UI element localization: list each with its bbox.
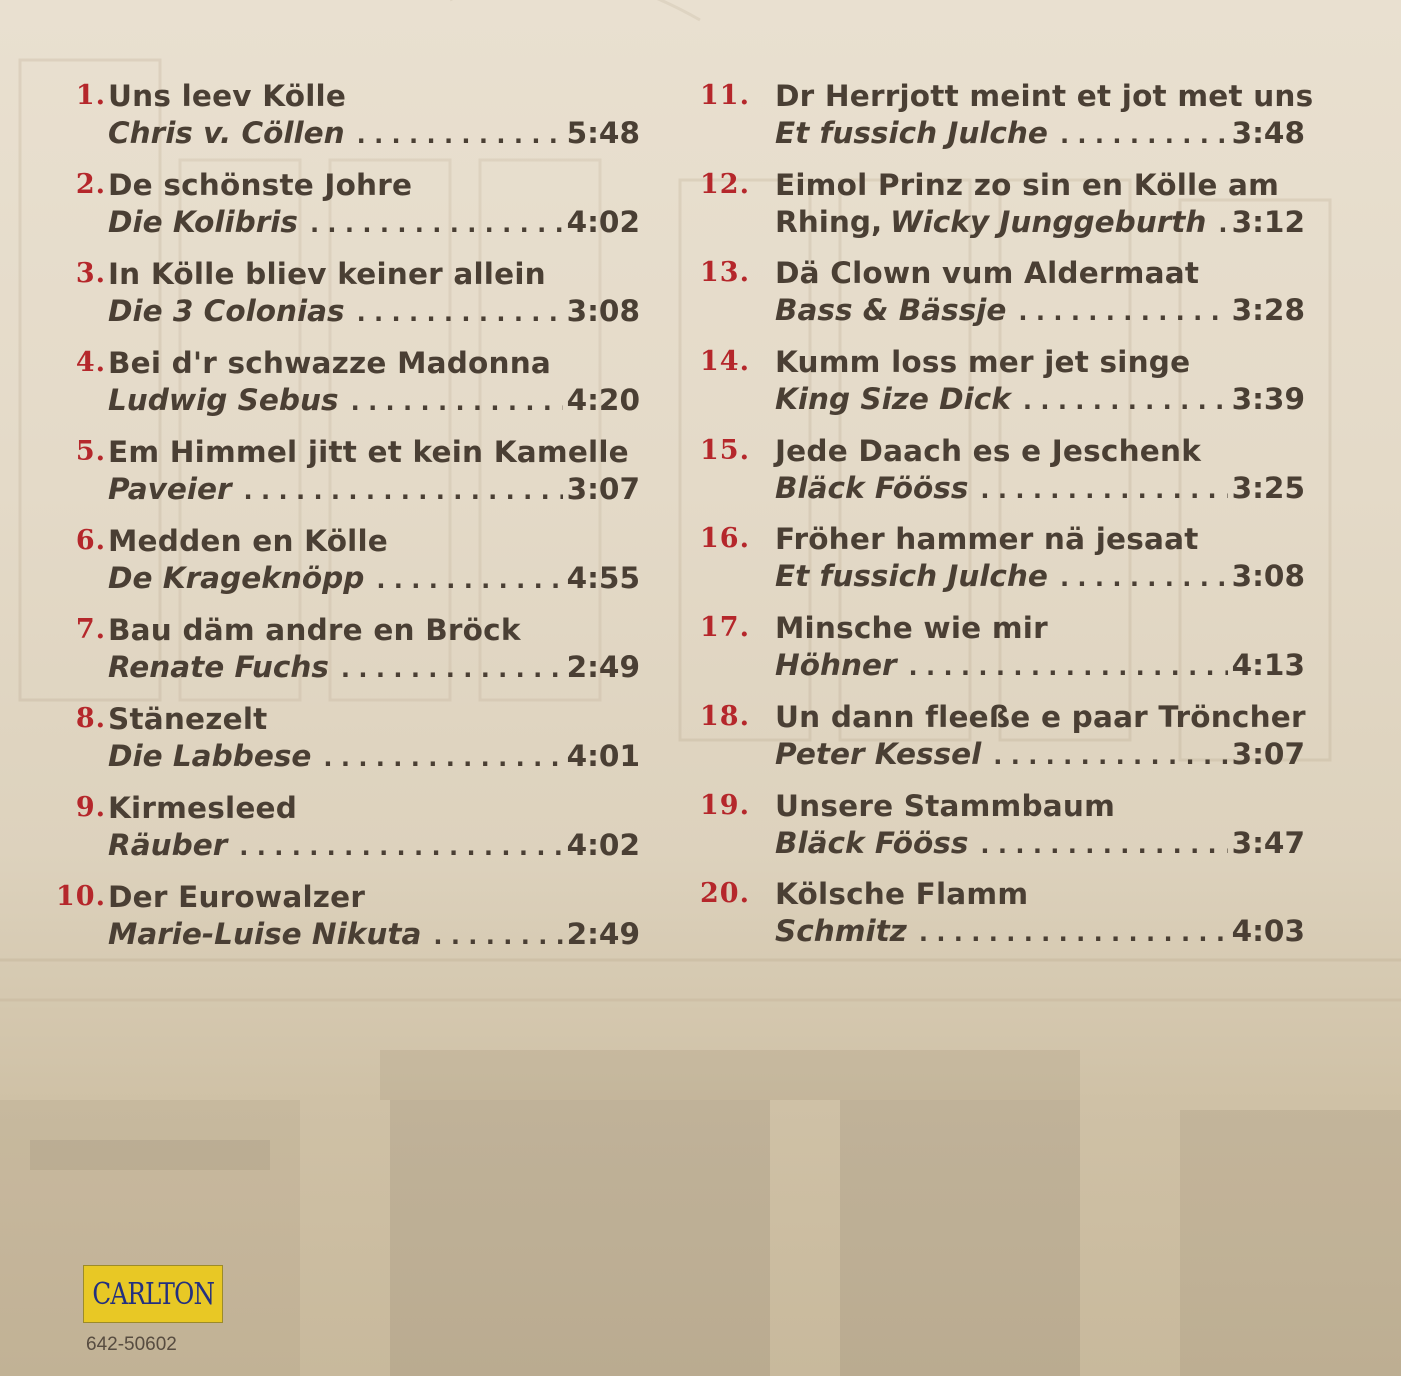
track-row [30,167,650,256]
artist-duration-line [775,291,1305,331]
track-number: 11. [700,80,750,111]
dot-leader [919,914,1228,952]
track-number: 2. [75,169,106,200]
track-title: Minsche wie mir [775,611,1048,646]
track-duration: 4:02 [566,205,640,239]
track-duration: 5:48 [566,116,640,150]
track-number: 16. [700,523,750,555]
track-duration: 3:07 [566,472,640,506]
artist-duration-line [108,826,640,866]
track-duration: 3:25 [1231,470,1305,505]
dot-leader [244,472,563,510]
track-artist: Räuber [108,828,228,862]
track-number: 13. [700,257,750,289]
dot-leader [323,739,562,777]
track-artist: Höhner [775,648,897,683]
track-title: Stänezelt [108,702,268,736]
track-number: 7. [75,614,106,645]
track-duration: 3:48 [1231,116,1305,150]
track-duration: 3:07 [1231,736,1305,771]
artist-duration-line [108,203,640,243]
track-number: 9. [75,792,106,823]
dot-leader [909,648,1228,686]
artist-duration-line [108,915,640,955]
artist-duration-line [775,557,1305,597]
artist-duration-line [775,912,1305,952]
track-row [690,78,1330,167]
track-number: 4. [75,347,106,378]
dot-leader [1023,382,1228,420]
track-row [690,344,1330,433]
track-row [30,523,650,612]
track-artist: King Size Dick [775,382,1011,417]
track-artist: Bläck Fööss [775,470,969,505]
track-artist: Die Kolibris [108,205,298,239]
carlton-logo [83,1265,223,1323]
track-title: Dr Herrjott meint et jot met uns [775,79,1314,113]
track-row [30,790,650,879]
artist-duration-line [775,824,1305,864]
track-artist: Wicky Junggeburth [890,204,1207,239]
artist-duration-line [775,469,1305,509]
track-row [30,345,650,434]
track-artist: Et fussich Julche [775,559,1048,594]
dot-leader [341,650,563,688]
track-title: Em Himmel jitt et kein Kamelle [108,435,629,469]
dot-leader [1060,116,1228,154]
dot-leader [239,828,562,866]
track-row [30,256,650,345]
track-artist: Chris v. Cöllen [108,116,345,150]
track-artist: Ludwig Sebus [108,383,339,417]
artist-duration-line [775,735,1305,775]
track-duration: 3:47 [1231,825,1305,860]
track-title: Jede Daach es e Jeschenk [775,433,1202,468]
track-row [690,433,1330,522]
track-title: Der Eurowalzer [108,880,366,914]
artist-duration-line [108,737,640,777]
track-number: 10. [56,881,106,912]
track-artist: Die Labbese [108,739,312,773]
artist-duration-line [108,292,640,332]
track-number: 6. [75,525,106,556]
track-number: 1. [75,80,106,111]
track-number: 5. [75,436,106,467]
artist-duration-line [775,646,1305,686]
track-duration: 3:12 [1231,204,1305,239]
track-title: Dä Clown vum Aldermaat [775,256,1200,291]
track-row [690,167,1330,256]
dot-leader [980,826,1227,864]
artist-duration-line [108,470,640,510]
track-duration: 4:55 [566,561,640,595]
track-duration: 3:39 [1231,382,1305,417]
track-artist: Marie-Luise Nikuta [108,917,422,951]
track-list-left [30,78,650,968]
track-row [30,612,650,701]
track-row [690,255,1330,344]
track-artist: De Krageknöpp [108,561,365,595]
title-continuation: Rhing, [775,204,883,239]
track-row [690,788,1330,877]
track-number: 20. [700,878,750,910]
track-artist: Renate Fuchs [108,650,329,684]
dot-leader [993,737,1227,775]
track-title: Bei d'r schwazze Madonna [108,346,552,380]
track-title: Medden en Kölle [108,524,388,558]
dot-leader [376,561,562,599]
track-artist: Paveier [108,472,232,506]
track-row [690,876,1330,965]
track-duration: 3:28 [1231,293,1305,328]
track-duration: 4:02 [566,828,640,862]
track-artist: Schmitz [775,914,907,949]
track-title: Unsere Stammbaum [775,788,1116,823]
track-duration: 2:49 [566,650,640,684]
track-row [30,879,650,968]
track-artist: Die 3 Colonias [108,294,345,328]
artist-duration-line [775,114,1305,154]
track-duration: 4:20 [566,383,640,417]
artist-duration-line [775,203,1305,243]
track-duration: 4:13 [1231,648,1305,683]
track-title: Kölsche Flamm [775,877,1029,912]
track-row [690,610,1330,699]
track-title: Bau däm andre en Bröck [108,613,521,647]
track-number: 8. [75,703,106,734]
artist-duration-line [775,380,1305,420]
artist-duration-line [108,559,640,599]
track-artist: Peter Kessel [775,736,982,771]
track-title: Kirmesleed [108,791,298,825]
dot-leader [433,917,562,955]
track-number: 14. [700,346,750,378]
track-list-right [690,78,1330,965]
track-number: 15. [700,434,750,466]
dot-leader [351,383,563,421]
dot-leader [1060,559,1228,597]
dot-leader [310,205,563,243]
track-number: 18. [700,700,750,732]
artist-duration-line [108,648,640,688]
dot-leader [1018,293,1227,331]
track-number: 3. [75,258,106,289]
track-title: Fröher hammer nä jesaat [775,522,1199,557]
track-title: In Kölle bliev keiner allein [108,257,546,291]
track-artist: Et fussich Julche [775,116,1048,150]
track-number: 12. [700,168,750,200]
dot-leader [980,471,1227,509]
track-duration: 2:49 [566,917,640,951]
track-title: Eimol Prinz zo sin en Kölle am [775,167,1280,202]
track-title: Un dann fleeße e paar Tröncher [775,699,1306,734]
catalog-number: 642-50602 [86,1334,177,1355]
track-row [30,434,650,523]
track-title: Kumm loss mer jet singe [775,345,1191,380]
track-duration: 4:01 [566,739,640,773]
artist-duration-line [108,114,640,154]
track-duration: 4:03 [1231,914,1305,949]
dot-leader [1218,205,1227,243]
track-title: De schönste Johre [108,168,413,202]
track-number: 19. [700,789,750,821]
track-title: Uns leev Kölle [108,79,347,113]
dot-leader [357,116,563,154]
artist-duration-line [108,381,640,421]
track-number: 17. [700,612,750,644]
track-duration: 3:08 [1231,559,1305,594]
logo-text: CARLTON [92,1276,214,1312]
track-row [690,699,1330,788]
track-row [30,701,650,790]
dot-leader [357,294,563,332]
track-artist: Bass & Bässje [775,293,1007,328]
track-duration: 3:08 [566,294,640,328]
track-artist: Bläck Fööss [775,825,969,860]
track-row [30,78,650,167]
track-row [690,521,1330,610]
